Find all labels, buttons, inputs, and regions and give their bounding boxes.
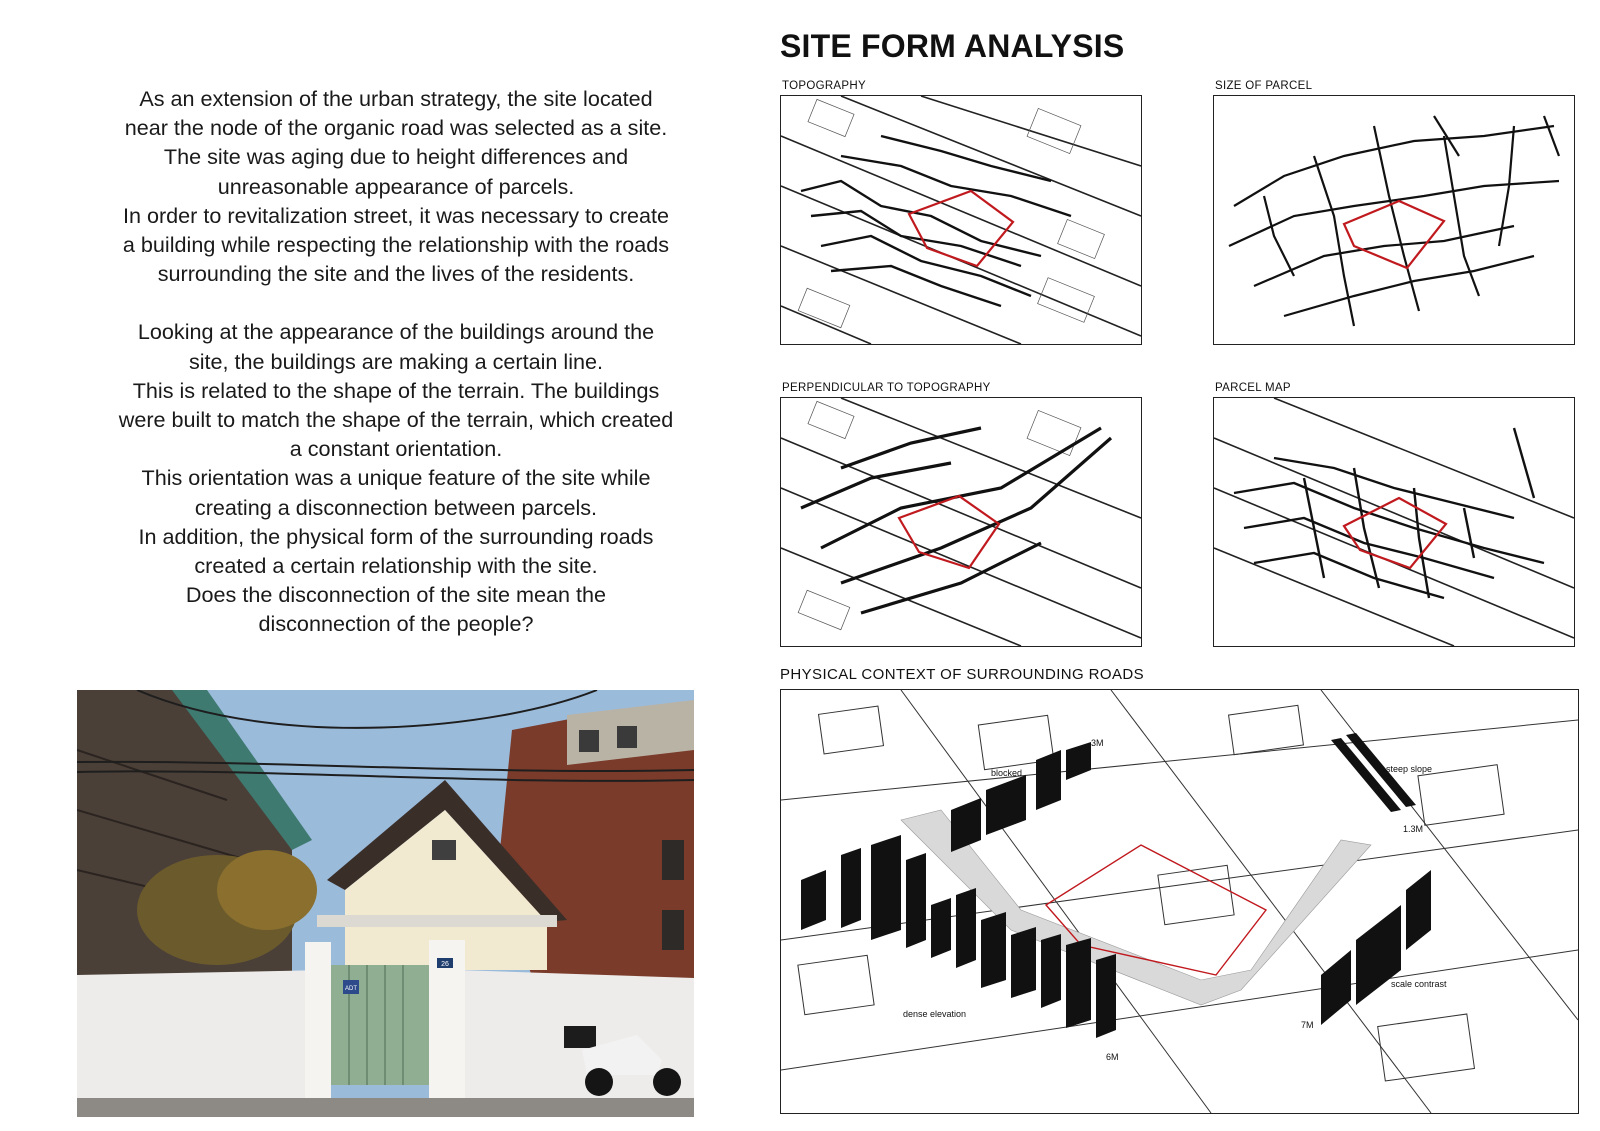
essay-line: This orientation was a unique feature of the site while <box>141 465 651 491</box>
context-title: PHYSICAL CONTEXT OF SURROUNDING ROADS <box>780 666 1145 683</box>
essay-line: disconnection of the people? <box>258 611 534 637</box>
site-outline <box>909 191 1013 266</box>
label-6m: 6M <box>1106 1052 1119 1062</box>
label-blocked: blocked <box>991 768 1023 778</box>
essay-line: created a certain relationship with the site. <box>194 553 598 579</box>
essay-line: In order to revitalization street, it was necessary to create <box>122 202 670 228</box>
essay-line: site, the buildings are making a certain line. <box>188 348 604 374</box>
label-dense-elevation: dense elevation <box>903 1009 967 1019</box>
label-steep-slope: steep slope <box>1386 764 1433 774</box>
context-diagram <box>780 689 1579 1114</box>
page-title: SITE FORM ANALYSIS <box>780 28 1125 64</box>
site-photo-illustration <box>77 690 694 1117</box>
paragraph-gap <box>60 288 732 317</box>
topography-map <box>780 95 1142 345</box>
essay-line: unreasonable appearance of parcels. <box>217 173 575 199</box>
context-drawing <box>781 690 1578 1113</box>
site-outline <box>1344 201 1444 268</box>
label-3m: 3M <box>1091 738 1104 748</box>
site-photo <box>77 690 694 1117</box>
essay-line: In addition, the physical form of the surrounding roads <box>138 523 654 549</box>
gate-pillar-left <box>305 942 331 1102</box>
parcel-map <box>1213 397 1575 647</box>
panel-label-perpendicular: PERPENDICULAR TO TOPOGRAPHY <box>782 382 991 394</box>
panel-label-size-of-parcel: SIZE OF PARCEL <box>1215 80 1313 92</box>
perpendicular-drawing <box>781 398 1141 646</box>
essay-line: a building while respecting the relationship with the roads <box>122 232 670 258</box>
size-of-parcel-drawing <box>1214 96 1574 344</box>
size-of-parcel-map <box>1213 95 1575 345</box>
essay-line: a constant orientation. <box>289 436 503 462</box>
essay-line: near the node of the organic road was selected as a site. <box>124 115 668 141</box>
essay-line: As an extension of the urban strategy, the site located <box>139 86 653 111</box>
house-vent <box>432 840 456 860</box>
panel-label-topography: TOPOGRAPHY <box>782 80 866 92</box>
elevation-walls <box>801 733 1431 1038</box>
label-scale-contrast: scale contrast <box>1391 979 1447 989</box>
essay-line: Does the disconnection of the site mean the <box>185 582 607 608</box>
front-wall-left <box>77 970 327 1100</box>
topography-drawing <box>781 96 1141 344</box>
parcel-map-drawing <box>1214 398 1574 646</box>
panel-label-parcel-map: PARCEL MAP <box>1215 382 1291 394</box>
label-1-3m: 1.3M <box>1403 824 1424 834</box>
essay-line: This is related to the shape of the terrain. The buildings <box>132 377 660 403</box>
address-plate-number: 26 <box>441 961 449 968</box>
essay-line: creating a disconnection between parcels. <box>194 494 598 520</box>
essay-line: Looking at the appearance of the buildings around the <box>137 319 655 345</box>
road <box>77 1098 694 1117</box>
essay-line: surrounding the site and the lives of the residents. <box>157 261 635 287</box>
security-sign-text: ADT <box>345 986 357 992</box>
essay-text <box>60 84 732 639</box>
essay-line: were built to match the shape of the terrain, which created <box>118 407 674 433</box>
essay-line: The site was aging due to height differences and <box>163 144 629 170</box>
perpendicular-map <box>780 397 1142 647</box>
label-7m: 7M <box>1301 1020 1314 1030</box>
